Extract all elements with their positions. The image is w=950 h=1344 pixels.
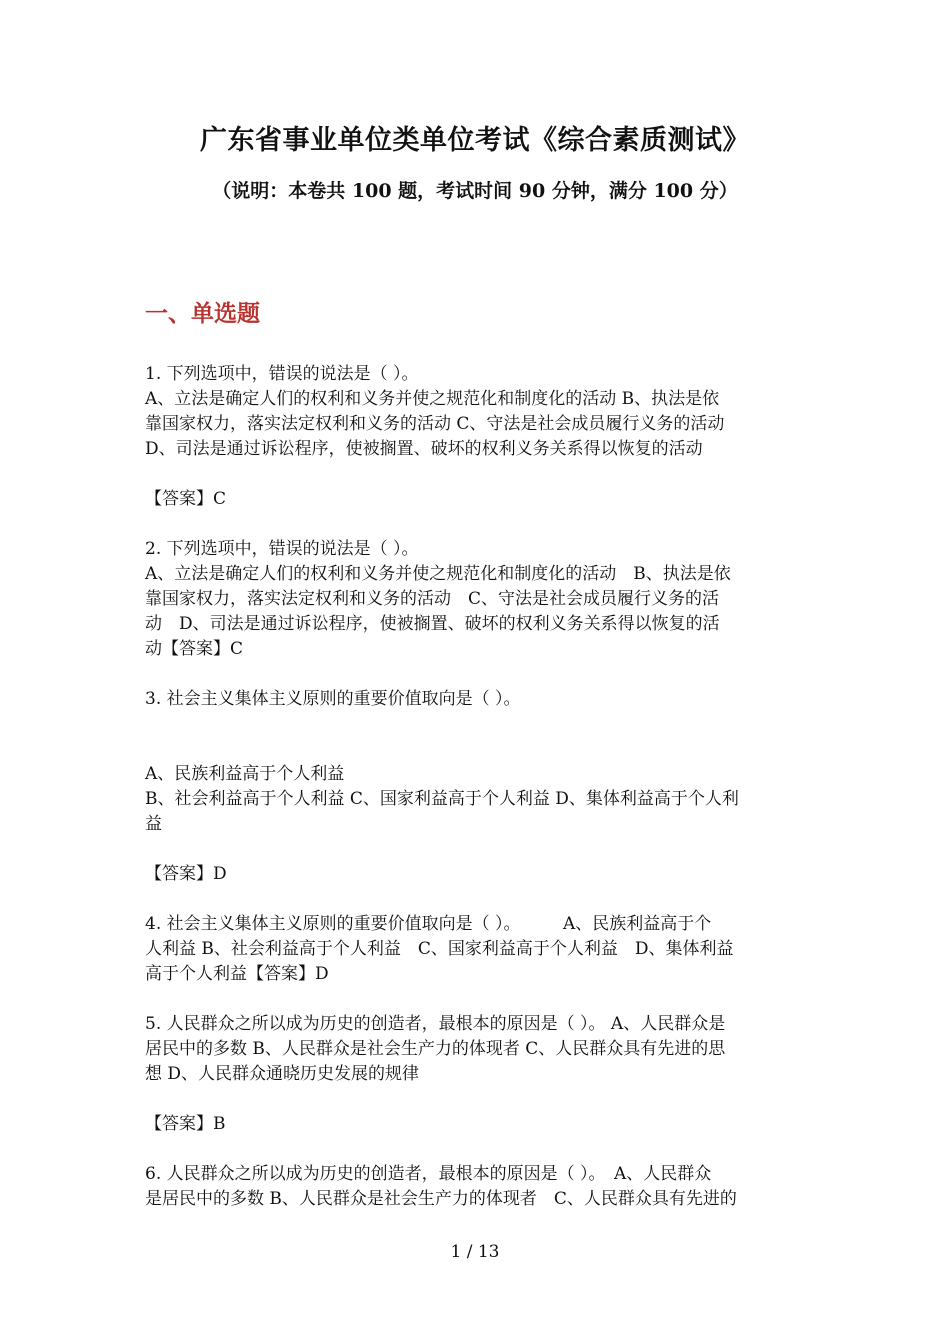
question-1	[145, 362, 807, 462]
question-line: 动 D、司法是通过诉讼程序，使被搁置、破坏的权利义务关系得以恢复的活	[145, 614, 720, 634]
question-line: A、民族利益高于个人利益	[145, 764, 345, 784]
question-line: 动【答案】C	[145, 639, 244, 659]
question-3-options	[145, 762, 807, 837]
question-line: D、司法是通过诉讼程序，使被搁置、破坏的权利义务关系得以恢复的活动	[145, 439, 703, 459]
question-line: 靠国家权力，落实法定权利和义务的活动 C、守法是社会成员履行义务的活	[145, 589, 720, 609]
question-line: 想 D、人民群众通晓历史发展的规律	[145, 1064, 420, 1084]
question-line: 是居民中的多数 B、人民群众是社会生产力的体现者 C、人民群众具有先进的	[145, 1189, 737, 1209]
question-line: 1. 下列选项中，错误的说法是（ ）。	[145, 364, 419, 384]
question-line: 高于个人利益【答案】D	[145, 964, 329, 984]
question-line: 6. 人民群众之所以成为历史的创造者，最根本的原因是（ ）。 A、人民群众	[145, 1164, 712, 1184]
question-line: 居民中的多数 B、人民群众是社会生产力的体现者 C、人民群众具有先进的思	[145, 1039, 726, 1059]
answer-1	[145, 487, 807, 512]
answer-line: 【答案】C	[145, 489, 227, 509]
question-4	[145, 912, 807, 987]
question-stem: 3. 社会主义集体主义原则的重要价值取向是（ ）。	[145, 689, 521, 709]
question-line: 靠国家权力，落实法定权利和义务的活动 C、守法是社会成员履行义务的活动	[145, 414, 725, 434]
question-line: B、社会利益高于个人利益 C、国家利益高于个人利益 D、集体利益高于个人利	[145, 789, 739, 809]
document-subtitle: （说明：本卷共 100 题，考试时间 90 分钟，满分 100 分）	[212, 180, 738, 202]
page-number: 1 / 13	[450, 1242, 500, 1262]
answer-3	[145, 862, 807, 887]
document-title: 广东省事业单位类单位考试《综合素质测试》	[200, 125, 750, 156]
question-line: A、立法是确定人们的权利和义务并使之规范化和制度化的活动 B、执法是依	[145, 564, 731, 584]
question-line: 2. 下列选项中，错误的说法是（ ）。	[145, 539, 419, 559]
question-line: 人利益 B、社会利益高于个人利益 C、国家利益高于个人利益 D、集体利益	[145, 939, 734, 959]
question-3	[145, 687, 807, 712]
question-list	[145, 362, 807, 1212]
answer-line: 【答案】D	[145, 864, 227, 884]
question-line: 益	[145, 814, 162, 834]
answer-5	[145, 1112, 807, 1137]
question-2	[145, 537, 807, 662]
question-line: 5. 人民群众之所以成为历史的创造者，最根本的原因是（ ）。 A、人民群众是	[145, 1014, 726, 1034]
question-6	[145, 1162, 807, 1212]
answer-line: 【答案】B	[145, 1114, 226, 1134]
section-heading: 一、单选题	[145, 300, 260, 327]
question-line: 4. 社会主义集体主义原则的重要价值取向是（ ）。 A、民族利益高于个	[145, 914, 712, 934]
question-line: A、立法是确定人们的权利和义务并使之规范化和制度化的活动 B、执法是依	[145, 389, 720, 409]
question-5	[145, 1012, 807, 1087]
